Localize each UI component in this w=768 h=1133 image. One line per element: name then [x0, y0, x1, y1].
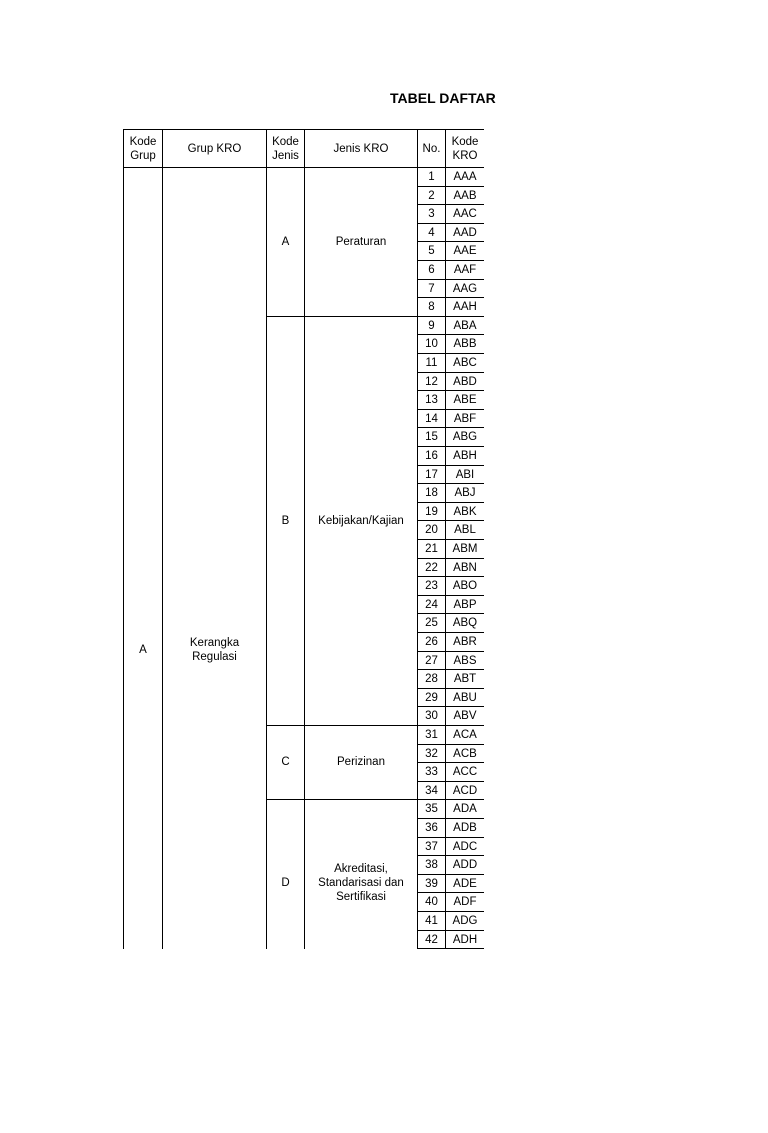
row-number-cell: 11 [417, 353, 446, 373]
kode-jenis-cell: A [281, 235, 290, 248]
row-number-cell: 3 [417, 204, 446, 224]
kode-jenis-cell: B [281, 514, 290, 527]
row-number-cell: 36 [417, 818, 446, 838]
row-number-cell: 7 [417, 279, 446, 298]
header-kode-kro: Kode KRO [445, 129, 484, 168]
header-no: No. [417, 129, 446, 168]
kode-kro-cell: AAE [445, 241, 484, 261]
jenis-kro-cell: Kebijakan/Kajian [318, 514, 404, 527]
kode-jenis-cell: D [281, 876, 290, 889]
kode-kro-cell: ABV [445, 706, 484, 726]
row-number-cell: 38 [417, 855, 446, 875]
row-number-cell: 27 [417, 651, 446, 670]
kode-kro-cell: ABC [445, 353, 484, 373]
kode-kro-cell: ADH [445, 930, 484, 949]
jenis-kro-cell: Perizinan [337, 756, 385, 768]
kode-kro-cell: ADF [445, 892, 484, 912]
row-number-cell: 13 [417, 390, 446, 410]
row-number-cell: 30 [417, 706, 446, 726]
header-kode-grup: Kode Grup [123, 129, 163, 168]
kode-kro-cell: ADD [445, 855, 484, 875]
row-number-cell: 15 [417, 427, 446, 447]
kode-kro-cell: ABA [445, 316, 484, 335]
kode-kro-cell: AAF [445, 260, 484, 280]
row-number-cell: 6 [417, 260, 446, 280]
kode-kro-cell: ABR [445, 632, 484, 652]
row-number-cell: 21 [417, 539, 446, 559]
row-number-cell: 29 [417, 688, 446, 707]
kode-kro-cell: ADB [445, 818, 484, 838]
row-number-cell: 14 [417, 409, 446, 428]
kode-kro-cell: ABN [445, 558, 484, 577]
page-title: TABEL DAFTAR [390, 90, 496, 106]
kode-kro-cell: ABE [445, 390, 484, 410]
kode-kro-cell: AAG [445, 279, 484, 298]
kode-kro-cell: ABU [445, 688, 484, 707]
kode-kro-cell: ABB [445, 334, 484, 354]
row-number-cell: 5 [417, 241, 446, 261]
kode-kro-cell: ACA [445, 725, 484, 745]
kode-kro-cell: AAA [445, 167, 484, 187]
row-number-cell: 37 [417, 837, 446, 856]
row-number-cell: 8 [417, 297, 446, 317]
row-number-cell: 34 [417, 781, 446, 800]
row-number-cell: 28 [417, 669, 446, 689]
kode-jenis-cell: C [281, 756, 290, 768]
kode-kro-cell: ABP [445, 595, 484, 614]
kode-kro-cell: ABO [445, 576, 484, 596]
kode-kro-cell: ABJ [445, 483, 484, 503]
kode-kro-cell: ADE [445, 874, 484, 893]
row-number-cell: 22 [417, 558, 446, 577]
kode-kro-cell: ABH [445, 446, 484, 466]
row-number-cell: 41 [417, 911, 446, 931]
kode-kro-cell: AAH [445, 297, 484, 317]
row-number-cell: 25 [417, 613, 446, 633]
row-number-cell: 4 [417, 223, 446, 242]
kode-kro-cell: ABF [445, 409, 484, 428]
row-number-cell: 10 [417, 334, 446, 354]
kode-kro-cell: AAD [445, 223, 484, 242]
kode-kro-cell: AAB [445, 186, 484, 205]
row-number-cell: 19 [417, 502, 446, 521]
kode-kro-cell: ABS [445, 651, 484, 670]
row-number-cell: 39 [417, 874, 446, 893]
grup-kro-cell: Kerangka Regulasi [189, 637, 240, 663]
kode-kro-cell: ABL [445, 520, 484, 540]
row-number-cell: 33 [417, 762, 446, 782]
kode-kro-cell: AAC [445, 204, 484, 224]
header-kode-jenis: Kode Jenis [266, 129, 305, 168]
row-number-cell: 40 [417, 892, 446, 912]
row-number-cell: 35 [417, 799, 446, 819]
header-jenis-kro: Jenis KRO [304, 129, 418, 168]
row-number-cell: 23 [417, 576, 446, 596]
row-number-cell: 24 [417, 595, 446, 614]
row-number-cell: 16 [417, 446, 446, 466]
kode-kro-cell: ABI [445, 465, 484, 484]
kode-grup-cell: A [139, 644, 147, 656]
header-grup-kro: Grup KRO [162, 129, 267, 168]
row-number-cell: 20 [417, 520, 446, 540]
row-number-cell: 9 [417, 316, 446, 335]
kode-kro-cell: ACB [445, 744, 484, 763]
kode-kro-cell: ABQ [445, 613, 484, 633]
row-number-cell: 1 [417, 167, 446, 187]
kode-kro-cell: ABT [445, 669, 484, 689]
row-number-cell: 12 [417, 372, 446, 391]
kode-kro-cell: ABK [445, 502, 484, 521]
jenis-kro-cell: Akreditasi, Standarisasi dan Sertifikasi [318, 862, 404, 903]
kode-kro-cell: ABD [445, 372, 484, 391]
kode-kro-cell: ADC [445, 837, 484, 856]
row-number-cell: 2 [417, 186, 446, 205]
row-number-cell: 17 [417, 465, 446, 484]
row-number-cell: 32 [417, 744, 446, 763]
kode-kro-cell: ABM [445, 539, 484, 559]
row-number-cell: 26 [417, 632, 446, 652]
row-number-cell: 18 [417, 483, 446, 503]
row-number-cell: 31 [417, 725, 446, 745]
kode-kro-cell: ACC [445, 762, 484, 782]
kode-kro-cell: ABG [445, 427, 484, 447]
kode-kro-cell: ADA [445, 799, 484, 819]
kode-kro-cell: ACD [445, 781, 484, 800]
kode-kro-cell: ADG [445, 911, 484, 931]
row-number-cell: 42 [417, 930, 446, 949]
jenis-kro-cell: Peraturan [335, 235, 387, 248]
